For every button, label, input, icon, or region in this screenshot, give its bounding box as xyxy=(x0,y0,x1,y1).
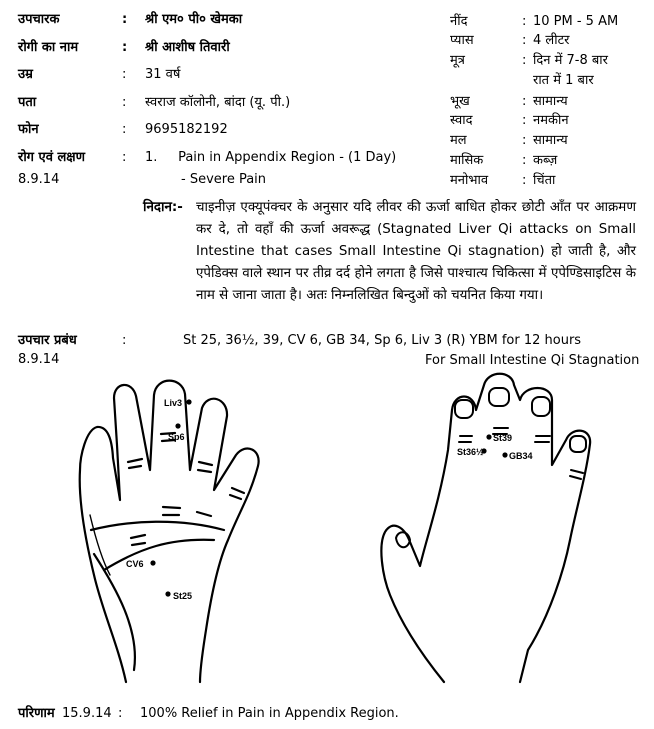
colon: : xyxy=(122,95,127,110)
vital-value: कब्ज़ xyxy=(533,153,558,168)
colon: : xyxy=(522,153,527,168)
nidan-text: चाइनीज़ एक्यूपंक्चर के अनुसार यदि लीवर की ऊर्जा बाधित होकर छोटी आँत पर आक्रमण कर दे, तो वहाँ की ऊर्जा अवरूद्ध (Stagnated Liver Qi attacks on Small Intestine that cases Small Intestine Qi stagnation) हो जाती है, और एपेडिक्स वाले स्थान पर तीव्र दर्द होने लगता है जिसे पाश्चात्य चिकित्सा में एपेण्डिसाइटिस के नाम से जाना जाता है। अतः निम्नलिखित बिन्दुओं को चयनित किया गया। xyxy=(196,200,636,303)
colon: : xyxy=(522,53,527,68)
vital-label: भूख xyxy=(450,94,470,109)
vital-value: सामान्य xyxy=(533,94,568,109)
colon: : xyxy=(522,94,527,109)
vital-label: मूत्र xyxy=(450,53,465,68)
address-label: पता xyxy=(18,95,37,110)
palm-hand-outline xyxy=(80,381,259,682)
vital-value: सामान्य xyxy=(533,133,568,148)
vital-value: 10 PM - 5 AM xyxy=(533,14,619,29)
therapist-value: श्री एम० पी० खेमका xyxy=(145,12,243,27)
st36-label: St36½ xyxy=(457,447,484,457)
treatment-points: St 25, 36½, 39, CV 6, GB 34, Sp 6, Liv 3 (R) YBM for 12 hours xyxy=(183,333,582,348)
liv3-point xyxy=(186,399,191,404)
vital-value: 4 लीटर xyxy=(533,33,570,48)
gb34-label: GB34 xyxy=(509,451,533,461)
sp6-label: Sp6 xyxy=(168,432,185,442)
address-value: स्वराज कॉलोनी, बांदा (यू. पी.) xyxy=(145,95,291,110)
vital-label: स्वाद xyxy=(450,113,473,128)
colon: : xyxy=(522,173,527,188)
colon: : xyxy=(122,150,127,165)
vital-value: रात में 1 बार xyxy=(533,73,594,88)
st25-label: St25 xyxy=(173,591,193,601)
vital-value: नमकीन xyxy=(533,113,569,128)
symptom-2: - Severe Pain xyxy=(181,172,267,187)
colon: : xyxy=(122,122,127,137)
age-value: 31 वर्ष xyxy=(145,67,181,82)
colon: : xyxy=(122,67,127,82)
hands-diagram xyxy=(0,370,654,690)
cv6-point xyxy=(150,560,155,565)
symptoms-date: 8.9.14 xyxy=(18,172,60,187)
vital-label: मासिक xyxy=(450,153,484,168)
vital-label: मनोभाव xyxy=(450,173,489,188)
sp6-point xyxy=(175,423,180,428)
age-label: उम्र xyxy=(18,67,33,82)
treatment-purpose: For Small Intestine Qi Stagnation xyxy=(425,353,640,368)
symptom-1: 1. Pain in Appendix Region - (1 Day) xyxy=(145,150,397,165)
gb34-point xyxy=(502,452,507,457)
colon: : xyxy=(522,133,527,148)
vital-label: मल xyxy=(450,133,467,148)
result-label: परिणाम xyxy=(18,706,55,721)
vital-value: दिन में 7-8 बार xyxy=(533,53,608,68)
result-text: 100% Relief in Pain in Appendix Region. xyxy=(140,706,399,721)
therapist-label: उपचारक xyxy=(18,12,60,27)
nidan-label: निदान:- xyxy=(143,200,183,215)
colon: : xyxy=(118,706,123,721)
back-hand-outline xyxy=(381,374,590,682)
colon: : xyxy=(522,14,527,29)
treatment-label: उपचार प्रबंध xyxy=(18,333,77,348)
vital-value: चिंता xyxy=(533,173,556,188)
colon: : xyxy=(522,113,527,128)
result-date: 15.9.14 xyxy=(62,706,112,721)
phone-label: फोन xyxy=(18,122,39,137)
st39-point xyxy=(486,434,491,439)
patient-name-value: श्री आशीष तिवारी xyxy=(145,40,230,55)
treatment-date: 8.9.14 xyxy=(18,352,60,367)
st25-point xyxy=(165,591,170,596)
back-point-markers xyxy=(457,433,533,461)
palm-point-markers xyxy=(126,398,192,601)
symptoms-label: रोग एवं लक्षण xyxy=(18,150,86,165)
cv6-label: CV6 xyxy=(126,559,144,569)
colon: : xyxy=(122,12,128,27)
patient-name-label: रोगी का नाम xyxy=(18,40,79,55)
st39-label: St39 xyxy=(493,433,513,443)
colon: : xyxy=(122,333,127,348)
vital-label: प्यास xyxy=(450,33,474,48)
vital-label: नींद xyxy=(450,14,468,29)
liv3-label: Liv3 xyxy=(164,398,183,408)
phone-value: 9695182192 xyxy=(145,122,228,137)
colon: : xyxy=(122,40,128,55)
colon: : xyxy=(522,33,527,48)
